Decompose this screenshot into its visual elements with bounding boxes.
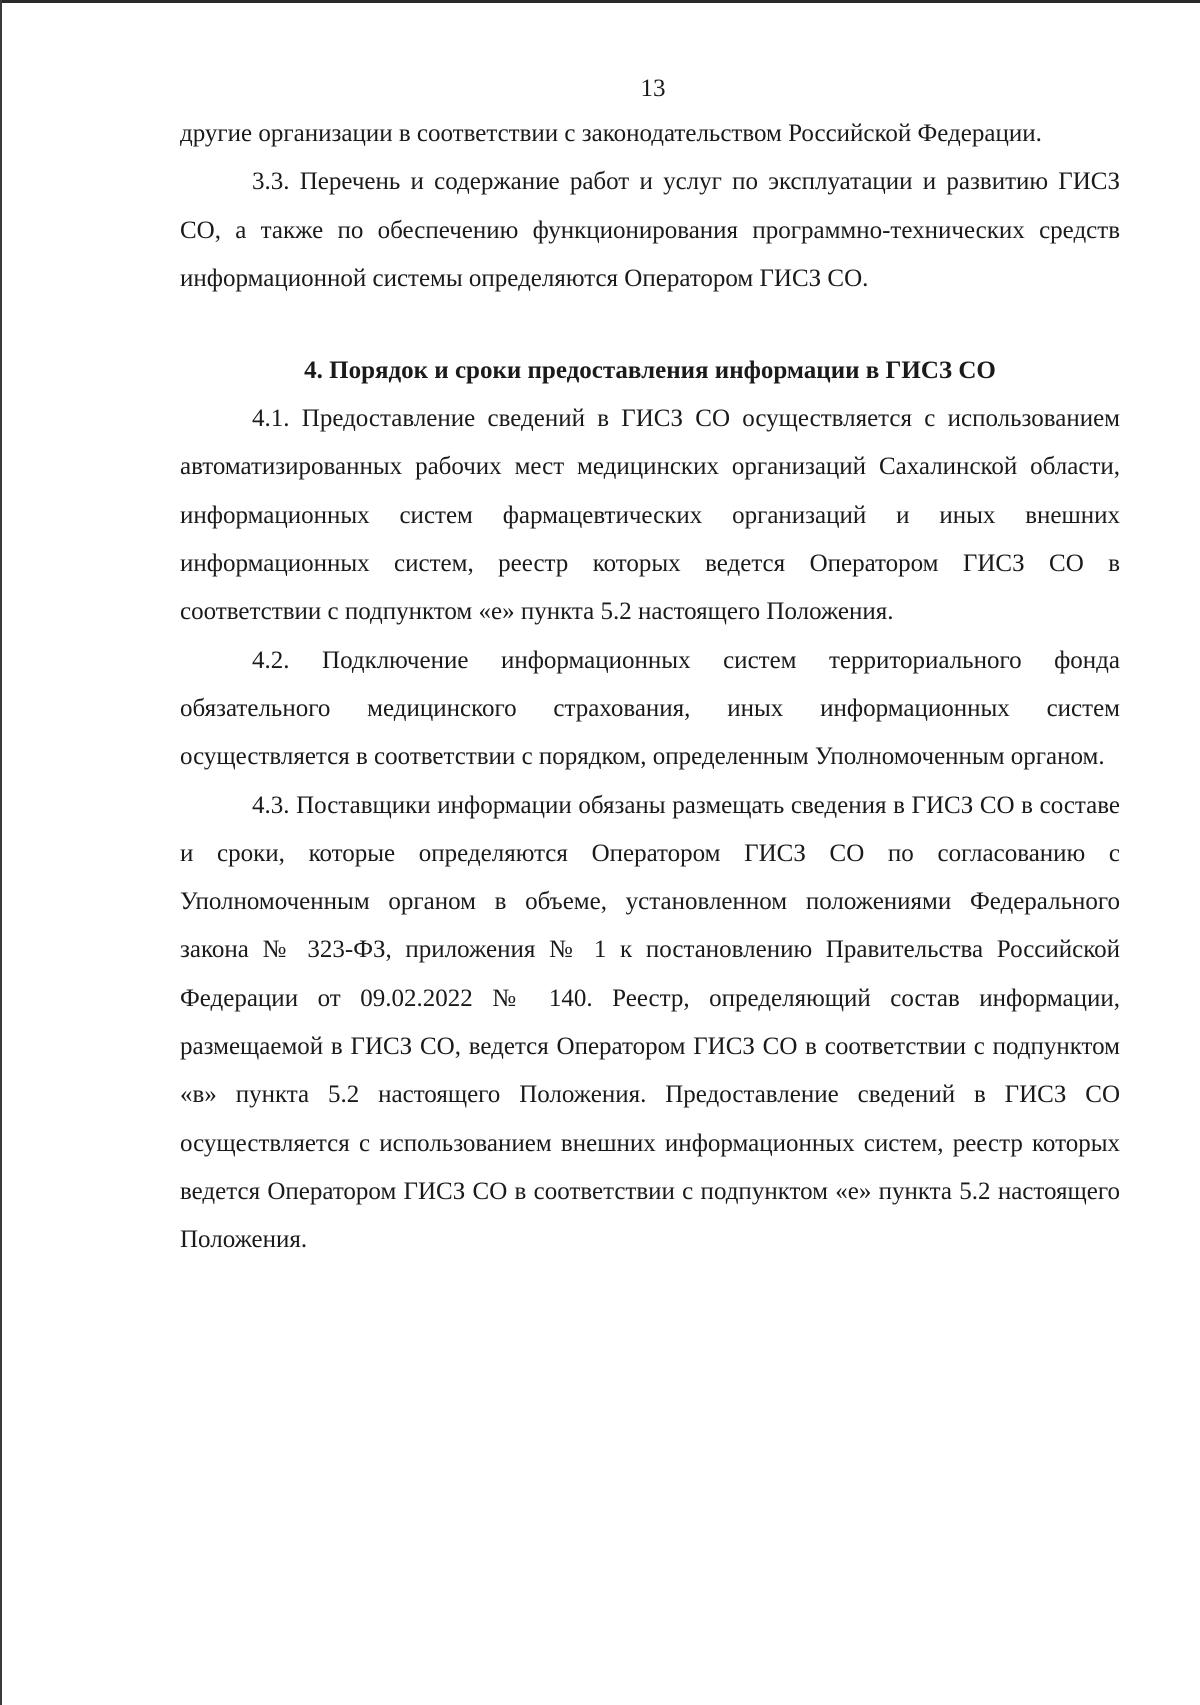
document-page — [180, 70, 1120, 1265]
scan-top-edge — [0, 0, 1200, 3]
page-number: 13 — [640, 75, 666, 102]
paragraph-4-2: 4.2. Подключение информационных систем территориального фонда обязательного медицинского страхования, иных информационных систем осуществляется в соответствии с порядком, определенным Уполномоченным органом. — [180, 646, 1120, 771]
paragraph-3-3: 3.3. Перечень и содержание работ и услуг по эксплуатации и развитию ГИСЗ СО, а также по обеспечению функционирования программно-технических средств информационной системы определяются Оператором ГИСЗ СО. — [180, 168, 1120, 292]
paragraph-continuation: другие организации в соответствии с законодательством Российской Федерации. — [180, 120, 1042, 147]
paragraph-4-1: 4.1. Предоставление сведений в ГИСЗ СО осуществляется с использованием автоматизированных рабочих мест медицинских организаций Сахалинской области, информационных систем фармацевтических организаций и иных внешних информационных систем, реестр которых ведется Оператором ГИСЗ СО в соответствии с подпунктом «е» пункта 5.2 настоящего Положения. — [180, 405, 1120, 626]
paragraph-4-3: 4.3. Поставщики информации обязаны размещать сведения в ГИСЗ СО в составе и сроки, которые определяются Оператором ГИСЗ СО по согласованию с Уполномоченным органом в объеме, установленном положениями Федерального закона № 323-ФЗ, приложения № 1 к постановлению Правительства Российской Федерации от 09.02.2022 № 140. Реестр, определяющий состав информации, размещаемой в ГИСЗ СО, ведется Оператором ГИСЗ СО в соответствии с подпунктом «в» пункта 5.2 настоящего Положения. Предоставление сведений в ГИСЗ СО осуществляется с использованием внешних информационных систем, реестр которых ведется Оператором ГИСЗ СО в соответствии с подпунктом «е» пункта 5.2 настоящего Положения. — [180, 791, 1120, 1254]
section-heading: 4. Порядок и сроки предоставления информации в ГИСЗ СО — [304, 357, 996, 385]
scan-left-edge — [0, 0, 2, 1705]
